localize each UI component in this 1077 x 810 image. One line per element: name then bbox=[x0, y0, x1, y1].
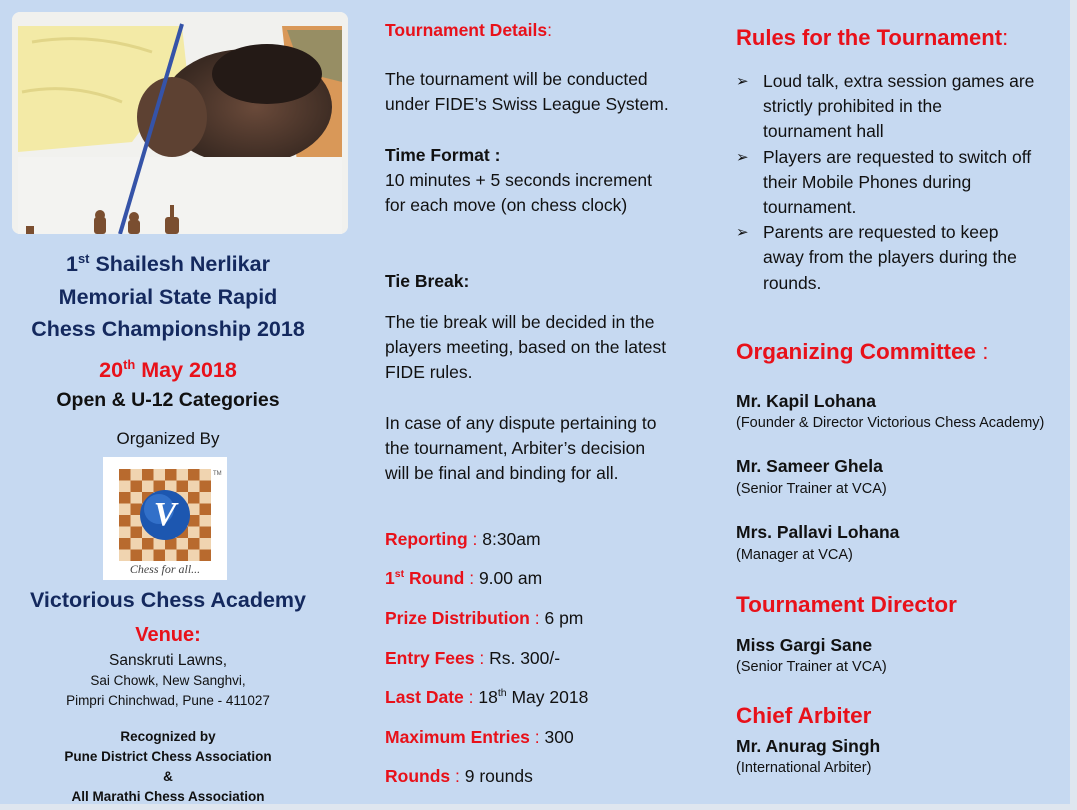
logo-board-square bbox=[131, 481, 143, 493]
recognition bbox=[0, 727, 336, 807]
logo-board-square bbox=[119, 504, 131, 516]
arrow-bullet-icon: ➢ bbox=[736, 148, 749, 166]
schedule-value: May 2018 bbox=[506, 687, 589, 707]
logo-board-square bbox=[188, 527, 200, 539]
time-format-text bbox=[385, 168, 652, 218]
committee-member-name: Mr. Sameer Ghela bbox=[736, 456, 883, 476]
text-line: The tie break will be decided in the bbox=[385, 312, 655, 332]
logo-board-square bbox=[188, 492, 200, 504]
schedule-entry-fees: Entry Fees : Rs. 300/- bbox=[385, 648, 561, 668]
tournament-details-heading bbox=[385, 18, 552, 43]
heading-colon: : bbox=[1002, 25, 1009, 50]
chief-arbiter-heading: Chief Arbiter bbox=[736, 703, 872, 728]
logo-board-square bbox=[177, 538, 189, 550]
schedule-rounds: Rounds : 9 rounds bbox=[385, 766, 533, 786]
logo-board-square bbox=[177, 469, 189, 481]
logo-board-square bbox=[200, 550, 212, 562]
logo-letter: V bbox=[153, 496, 177, 533]
schedule-value-suffix: th bbox=[497, 687, 507, 700]
logo-board-square bbox=[142, 538, 154, 550]
schedule-last-date: Last Date : 18th May 2018 bbox=[385, 687, 589, 707]
heading-colon: : bbox=[976, 339, 989, 364]
schedule-value: 9.00 am bbox=[478, 568, 543, 588]
director-role: (Senior Trainer at VCA) bbox=[736, 659, 887, 675]
academy-logo bbox=[103, 457, 227, 580]
recognized-by-label: Recognized by bbox=[120, 729, 216, 744]
text-line: FIDE rules. bbox=[385, 362, 473, 382]
logo-board-square bbox=[200, 492, 212, 504]
logo-board-square bbox=[200, 527, 212, 539]
schedule-key-suffix: st bbox=[394, 568, 405, 581]
organized-by-label: Organized By bbox=[116, 429, 220, 448]
text-line: rounds. bbox=[763, 272, 822, 293]
logo-board-square bbox=[131, 469, 143, 481]
logo-board-square bbox=[165, 469, 177, 481]
schedule-key: Rounds bbox=[385, 766, 451, 786]
logo-board-square bbox=[188, 469, 200, 481]
committee-member-name: Mr. Kapil Lohana bbox=[736, 391, 877, 411]
text-line: In case of any dispute pertaining to bbox=[385, 413, 657, 433]
committee-member-role: (Founder & Director Victorious Chess Academy) bbox=[736, 415, 1045, 431]
logo-tagline: Chess for all... bbox=[129, 562, 201, 576]
text-line: 10 minutes + 5 seconds increment bbox=[385, 170, 653, 190]
logo-board-square bbox=[154, 469, 166, 481]
logo-board-square bbox=[119, 492, 131, 504]
schedule-value: Rs. 300/- bbox=[489, 648, 561, 668]
text-line: players meeting, based on the latest bbox=[385, 337, 667, 357]
committee-member-role: (Senior Trainer at VCA) bbox=[736, 481, 887, 497]
schedule-value: 300 bbox=[544, 727, 574, 747]
logo-board-square bbox=[200, 515, 212, 527]
text-line: the tournament, Arbiter’s decision bbox=[385, 438, 646, 458]
rule-item bbox=[736, 220, 1066, 296]
categories: Open & U-12 Categories bbox=[56, 389, 280, 411]
venue-line: Pimpri Chinchwad, Pune - 411027 bbox=[66, 693, 270, 708]
heading-text: Tournament Details bbox=[385, 20, 548, 40]
dispute-text bbox=[385, 411, 656, 486]
schedule-key: Entry Fees bbox=[385, 648, 475, 668]
system-text bbox=[385, 67, 669, 117]
heading-text: Rules for the Tournament bbox=[736, 25, 1003, 50]
schedule-key: Prize Distribution bbox=[385, 608, 530, 628]
logo-board-square bbox=[177, 481, 189, 493]
schedule-value: 9 rounds bbox=[464, 766, 533, 786]
logo-board-square bbox=[188, 538, 200, 550]
logo-board-square bbox=[200, 481, 212, 493]
date-month-year: May 2018 bbox=[135, 358, 237, 382]
schedule-value: 6 pm bbox=[544, 608, 584, 628]
text-line: The tournament will be conducted bbox=[385, 69, 648, 89]
logo-board-square bbox=[119, 481, 131, 493]
arbiter-role: (International Arbiter) bbox=[736, 760, 872, 776]
logo-board-square bbox=[142, 481, 154, 493]
rule-item bbox=[736, 69, 1066, 145]
heading-text: Organizing Committee bbox=[736, 339, 977, 364]
logo-board-square bbox=[131, 538, 143, 550]
schedule-key: Round bbox=[404, 568, 465, 588]
text-line: tournament. bbox=[763, 197, 857, 218]
text-line: strictly prohibited in the bbox=[763, 96, 942, 117]
venue-line: Sanskruti Lawns, bbox=[108, 652, 228, 669]
logo-board-square bbox=[131, 527, 143, 539]
venue-heading: Venue: bbox=[135, 624, 201, 646]
logo-board-square bbox=[154, 550, 166, 562]
text-line: Loud talk, extra session games are bbox=[763, 71, 1035, 91]
schedule-reporting: Reporting : 8:30am bbox=[385, 529, 541, 549]
schedule-key-ordinal: 1 bbox=[385, 568, 395, 588]
logo-board-square bbox=[119, 550, 131, 562]
venue-line: Sai Chowk, New Sanghvi, bbox=[90, 673, 246, 688]
logo-board-square bbox=[188, 550, 200, 562]
event-title bbox=[0, 248, 336, 346]
logo-board-square bbox=[119, 515, 131, 527]
logo-trademark: TM bbox=[213, 471, 222, 477]
schedule-key: Maximum Entries bbox=[385, 727, 530, 747]
title-ordinal: 1 bbox=[66, 252, 79, 276]
title-line-1: Shailesh Nerlikar bbox=[89, 252, 270, 276]
rules-heading bbox=[736, 25, 1008, 51]
title-line-3: Chess Championship 2018 bbox=[31, 317, 305, 341]
committee-member-name: Mrs. Pallavi Lohana bbox=[736, 522, 900, 542]
title-line-2: Memorial State Rapid bbox=[58, 284, 278, 309]
player-photo bbox=[12, 12, 348, 234]
schedule-maximum-entries: Maximum Entries : 300 bbox=[385, 727, 574, 747]
logo-board-square bbox=[177, 550, 189, 562]
heading-colon: : bbox=[547, 20, 552, 40]
rule-item bbox=[736, 145, 1066, 221]
logo-board-square bbox=[119, 527, 131, 539]
tie-break-text bbox=[385, 310, 666, 385]
schedule-key: Reporting bbox=[385, 529, 468, 549]
logo-board-square bbox=[200, 538, 212, 550]
arrow-bullet-icon: ➢ bbox=[736, 224, 749, 242]
logo-board-square bbox=[131, 492, 143, 504]
committee-heading bbox=[736, 339, 989, 365]
director-name: Miss Gargi Sane bbox=[736, 635, 873, 655]
logo-board-square bbox=[200, 504, 212, 516]
text-line: for each move (on chess clock) bbox=[385, 195, 628, 215]
logo-board-square bbox=[142, 469, 154, 481]
logo-board-square bbox=[165, 550, 177, 562]
logo-board-square bbox=[188, 481, 200, 493]
tournament-director-heading: Tournament Director bbox=[736, 592, 957, 617]
schedule-prize-distribution: Prize Distribution : 6 pm bbox=[385, 608, 584, 628]
logo-board-square bbox=[119, 469, 131, 481]
logo-board-square bbox=[200, 469, 212, 481]
ampersand: & bbox=[163, 769, 173, 784]
logo-board-square bbox=[131, 550, 143, 562]
text-line: their Mobile Phones during bbox=[763, 171, 972, 192]
schedule-key: Last Date bbox=[385, 687, 464, 707]
text-line: tournament hall bbox=[763, 121, 884, 142]
committee-member-role: (Manager at VCA) bbox=[736, 547, 853, 563]
text-line: under FIDE’s Swiss League System. bbox=[385, 94, 669, 114]
text-line: Players are requested to switch off bbox=[763, 146, 1032, 167]
date-day: 20 bbox=[99, 358, 124, 382]
event-date bbox=[0, 358, 336, 383]
schedule-value-day: 18 bbox=[478, 687, 498, 707]
schedule-first-round: 1st Round : 9.00 am bbox=[385, 568, 543, 588]
schedule-value: 8:30am bbox=[482, 529, 541, 549]
logo-board-square bbox=[119, 538, 131, 550]
time-format-label: Time Format : bbox=[385, 145, 501, 165]
recognizing-body: Pune District Chess Association bbox=[64, 749, 272, 764]
rules-list bbox=[736, 69, 1066, 296]
arrow-bullet-icon: ➢ bbox=[736, 73, 749, 90]
arbiter-name: Mr. Anurag Singh bbox=[736, 736, 881, 756]
recognizing-body: All Marathi Chess Association bbox=[71, 789, 265, 804]
academy-name: Victorious Chess Academy bbox=[29, 588, 307, 612]
tie-break-label: Tie Break: bbox=[385, 271, 470, 291]
text-line: Parents are requested to keep bbox=[763, 222, 999, 243]
text-line: away from the players during the bbox=[763, 247, 1017, 268]
date-suffix: th bbox=[123, 356, 136, 372]
logo-board-square bbox=[142, 550, 154, 562]
title-ordinal-suffix: st bbox=[78, 250, 90, 266]
text-line: will be final and binding for all. bbox=[385, 463, 619, 483]
